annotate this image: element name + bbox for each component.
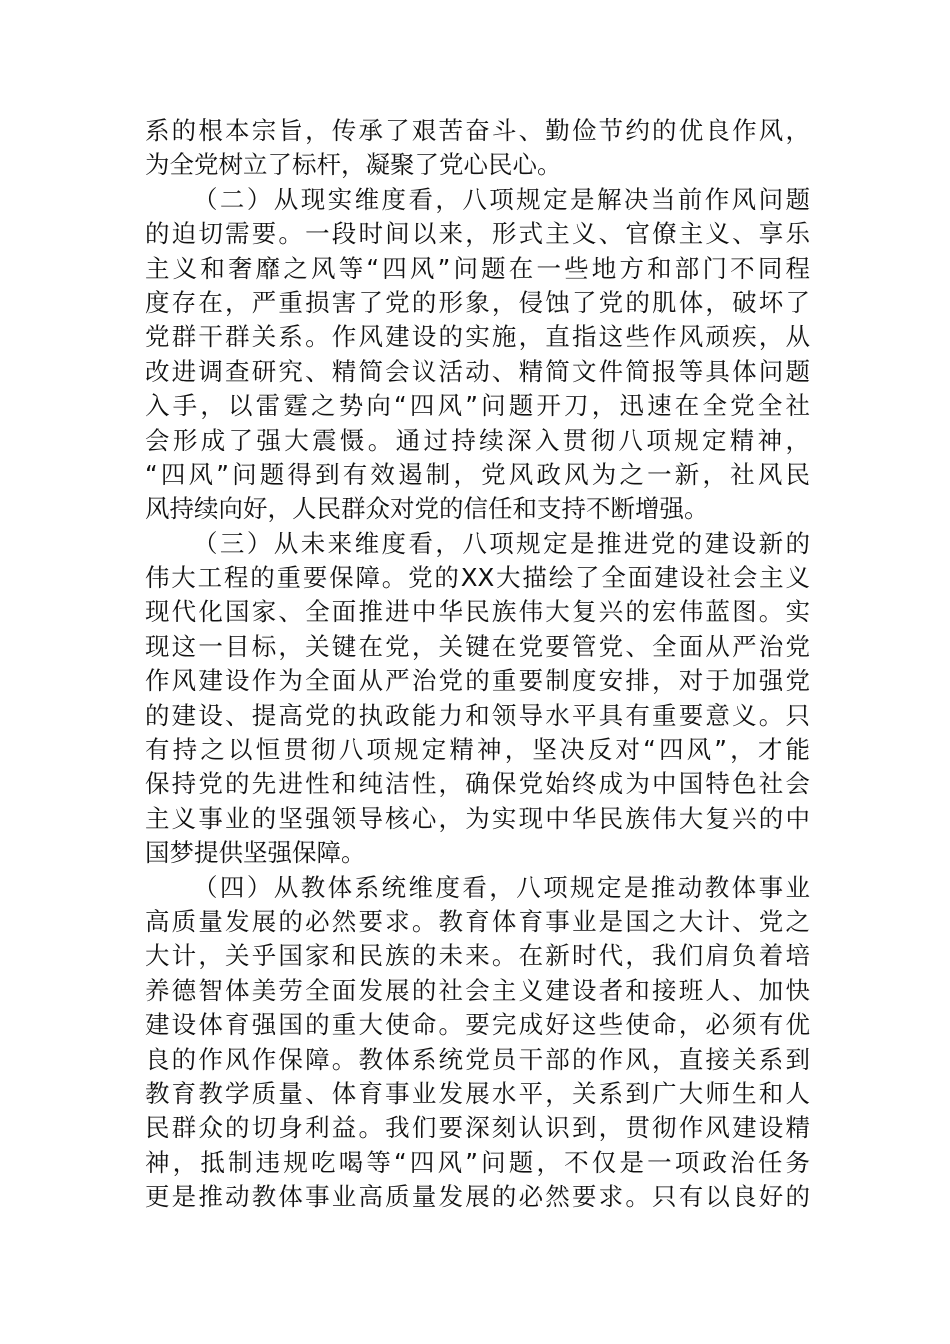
text-line: 的迫切需要。一段时间以来，形式主义、官僚主义、享乐 (145, 219, 810, 249)
paragraph-heading-line: （二）从现实维度看，八项规定是解决当前作风问题 (193, 184, 810, 214)
text-line: 伟大工程的重要保障。党的XX大描绘了全面建设社会主义 (145, 563, 810, 593)
text-line: 良的作风作保障。教体系统党员干部的作风，直接关系到 (145, 1044, 810, 1074)
text-line: 入手，以雷霆之势向“四风”问题开刀，迅速在全党全社 (145, 391, 810, 421)
paragraph-heading-line: （四）从教体系统维度看，八项规定是推动教体事业 (193, 872, 810, 902)
text-line: 高质量发展的必然要求。教育体育事业是国之大计、党之 (145, 906, 810, 936)
text-line: 民群众的切身利益。我们要深刻认识到，贯彻作风建设精 (145, 1113, 810, 1143)
text-line: 度存在，严重损害了党的形象，侵蚀了党的肌体，破坏了 (145, 287, 810, 317)
text-line: 神，抵制违规吃喝等“四风”问题，不仅是一项政治任务 (145, 1147, 810, 1177)
text-line: 教育教学质量、体育事业发展水平，关系到广大师生和人 (145, 1078, 810, 1108)
text-line: 国梦提供坚强保障。 (145, 838, 366, 868)
text-line: 系的根本宗旨，传承了艰苦奋斗、勤俭节约的优良作风， (145, 116, 810, 145)
text-line: 的建设、提高党的执政能力和领导水平具有重要意义。只 (145, 700, 810, 730)
text-line: 主义事业的坚强领导核心，为实现中华民族伟大复兴的中 (145, 803, 810, 833)
text-line: 建设体育强国的重大使命。要完成好这些使命，必须有优 (145, 1010, 810, 1040)
text-line: 风持续向好，人民群众对党的信任和支持不断增强。 (145, 494, 709, 524)
text-line: 有持之以恒贯彻八项规定精神，坚决反对“四风”，才能 (145, 735, 810, 765)
text-line: 为全党树立了标杆，凝聚了党心民心。 (145, 150, 562, 180)
text-line: 改进调查研究、精简会议活动、精简文件简报等具体问题 (145, 356, 810, 386)
body-text (145, 114, 810, 1215)
text-line: 作风建设作为全面从严治党的重要制度安排，对于加强党 (145, 666, 810, 696)
text-line: 养德智体美劳全面发展的社会主义建设者和接班人、加快 (145, 975, 810, 1005)
text-line: 会形成了强大震慑。通过持续深入贯彻八项规定精神， (145, 425, 810, 455)
text-line: 党群干群关系。作风建设的实施，直指这些作风顽疾，从 (145, 322, 810, 352)
text-line: 大计，关乎国家和民族的未来。在新时代，我们肩负着培 (145, 941, 810, 971)
text-line: “四风”问题得到有效遏制，党风政风为之一新，社风民 (145, 459, 810, 489)
paragraph-heading-line: （三）从未来维度看，八项规定是推进党的建设新的 (193, 528, 810, 558)
text-line: 现这一目标，关键在党，关键在党要管党、全面从严治党 (145, 631, 810, 661)
text-line: 现代化国家、全面推进中华民族伟大复兴的宏伟蓝图。实 (145, 597, 810, 627)
text-line: 保持党的先进性和纯洁性，确保党始终成为中国特色社会 (145, 769, 810, 799)
text-line: 更是推动教体事业高质量发展的必然要求。只有以良好的 (145, 1182, 810, 1212)
text-line: 主义和奢靡之风等“四风”问题在一些地方和部门不同程 (145, 253, 810, 283)
